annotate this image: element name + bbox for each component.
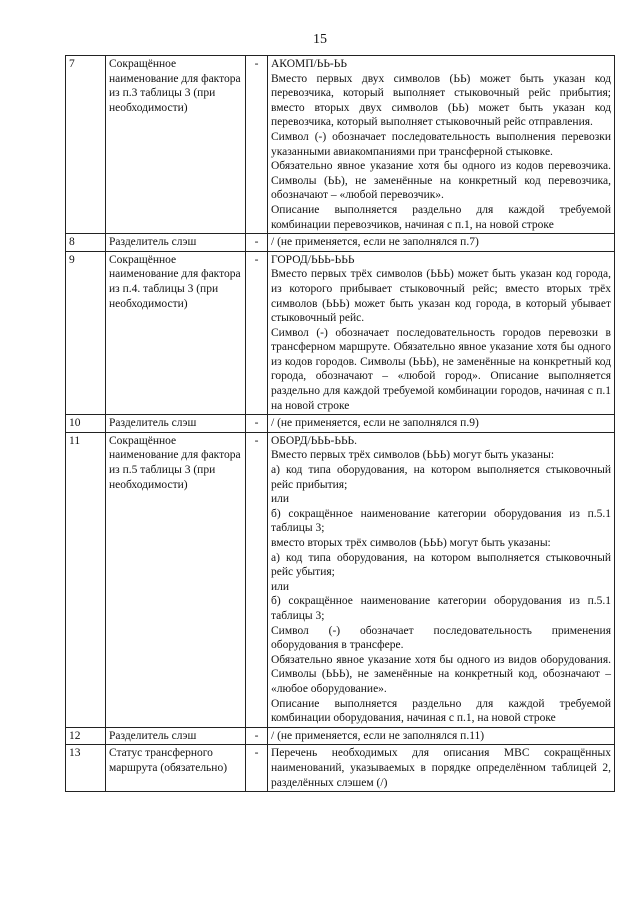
field-description — [268, 251, 615, 415]
table-row — [66, 432, 615, 727]
field-name: Сокращённое наименование для фактора из п.3 таблицы 3 (при необходимости) — [106, 56, 246, 234]
field-requirement: - — [246, 745, 268, 792]
field-requirement: - — [246, 432, 268, 727]
description-paragraph: Вместо первых двух символов (ЬЬ) может быть указан код перевозчика, который выполняет стыковочный рейс прибытия; вместо вторых двух символов (ЬЬ) может быть указан код перевозчика, который выполняет стыковочный рейс отправления. — [271, 72, 611, 129]
table-body — [66, 56, 615, 792]
description-paragraph: а) код типа оборудования, на котором выполняется стыковочный рейс прибытия; — [271, 464, 611, 491]
row-number: 11 — [66, 432, 106, 727]
description-paragraph: АКОМП/ЬЬ-ЬЬ — [271, 58, 347, 70]
row-number: 13 — [66, 745, 106, 792]
description-paragraph: Обязательно явное указание хотя бы одного из видов оборудования. Символы (ЬЬЬ), не заменённые на конкретный код, обозначают – «любое оборудование». — [271, 653, 611, 695]
description-paragraph: Вместо первых трёх символов (ЬЬЬ) может быть указан код города, из которого прибывает стыковочный рейс; вместо вторых трёх символов (ЬЬЬ) может быть указан код города, в который убывает стыковочный рейс. — [271, 268, 611, 325]
description-paragraph: Вместо первых трёх символов (ЬЬЬ) могут быть указаны: — [271, 449, 555, 462]
table-row — [66, 745, 615, 792]
row-number: 7 — [66, 56, 106, 234]
field-name: Разделитель слэш — [106, 727, 246, 745]
field-name: Статус трансферного маршрута (обязательно) — [106, 745, 246, 792]
description-paragraph: / (не применяется, если не заполнялся п.11) — [271, 729, 485, 742]
field-name: Сокращённое наименование для фактора из п.4. таблицы 3 (при необходимости) — [106, 251, 246, 415]
description-paragraph: Перечень необходимых для описания МВС сокращённых наименований, указываемых в порядке определённом таблицей 2, разделённых слэшем (/) — [271, 747, 611, 789]
description-paragraph: ГОРОД/ЬЬЬ-ЬЬЬ — [271, 253, 355, 266]
table-row — [66, 415, 615, 433]
field-requirement: - — [246, 251, 268, 415]
description-paragraph: вместо вторых трёх символов (ЬЬЬ) могут быть указаны: — [271, 537, 551, 549]
description-paragraph: Символ (-) обозначает последовательность применения оборудования в трансфере. — [271, 624, 611, 652]
table-row — [66, 251, 615, 415]
field-description — [268, 234, 615, 252]
description-paragraph: б) сокращённое наименование категории оборудования из п.5.1 таблицы 3; — [271, 507, 611, 535]
field-name: Разделитель слэш — [106, 234, 246, 252]
row-number: 10 — [66, 415, 106, 433]
row-number: 9 — [66, 251, 106, 415]
field-requirement: - — [246, 56, 268, 234]
field-requirement: - — [246, 415, 268, 433]
description-paragraph: а) код типа оборудования, на котором выполняется стыковочный рейс убытия; — [271, 551, 611, 579]
description-paragraph: Символ (-) обозначает последовательность выполнения перевозки указанными авиакомпаниями при трансферной стыковке. — [271, 130, 611, 158]
description-paragraph: Символ (-) обозначает последовательность городов перевозки в трансферном маршруте. Обязательно явное указание хотя бы одного из кодов городов. Символы (ЬЬЬ), не заменённые на конкретный код города, обозначают – «любой город». Описание выполняется раздельно для каждой требуемой комбинации городов, начиная с п.1 на новой строке — [271, 326, 611, 412]
row-number: 8 — [66, 234, 106, 252]
table-row — [66, 56, 615, 234]
description-paragraph: Описание выполняется раздельно для каждой требуемой комбинации перевозчиков, начиная с п.1, на новой строке — [271, 203, 611, 231]
description-paragraph: ОБОРД/ЬЬЬ-ЬЬЬ. — [271, 434, 358, 447]
specification-table — [65, 55, 615, 792]
field-description — [268, 745, 615, 792]
field-name: Сокращённое наименование для фактора из п.5 таблицы 3 (при необходимости) — [106, 432, 246, 727]
description-paragraph: / (не применяется, если не заполнялся п.9) — [271, 417, 479, 430]
field-requirement: - — [246, 234, 268, 252]
description-paragraph: или — [271, 580, 290, 593]
field-description — [268, 415, 615, 433]
description-paragraph: Обязательно явное указание хотя бы одного из кодов перевозчика. Символы (ЬЬ), не заменённые на конкретный код перевозчика, обозначают – «любой перевозчик». — [271, 160, 611, 202]
description-paragraph: Описание выполняется раздельно для каждой требуемой комбинации оборудования, начиная с п.1, на новой строке — [271, 697, 611, 725]
field-description — [268, 727, 615, 745]
field-description — [268, 432, 615, 727]
description-paragraph: или — [271, 493, 290, 506]
field-description — [268, 56, 615, 234]
table-row — [66, 727, 615, 745]
row-number: 12 — [66, 727, 106, 745]
description-paragraph: / (не применяется, если не заполнялся п.7) — [271, 236, 479, 249]
table-row — [66, 234, 615, 252]
field-requirement: - — [246, 727, 268, 745]
field-name: Разделитель слэш — [106, 415, 246, 433]
page-number: 15 — [313, 32, 327, 47]
description-paragraph: б) сокращённое наименование категории оборудования из п.5.1 таблицы 3; — [271, 595, 611, 622]
